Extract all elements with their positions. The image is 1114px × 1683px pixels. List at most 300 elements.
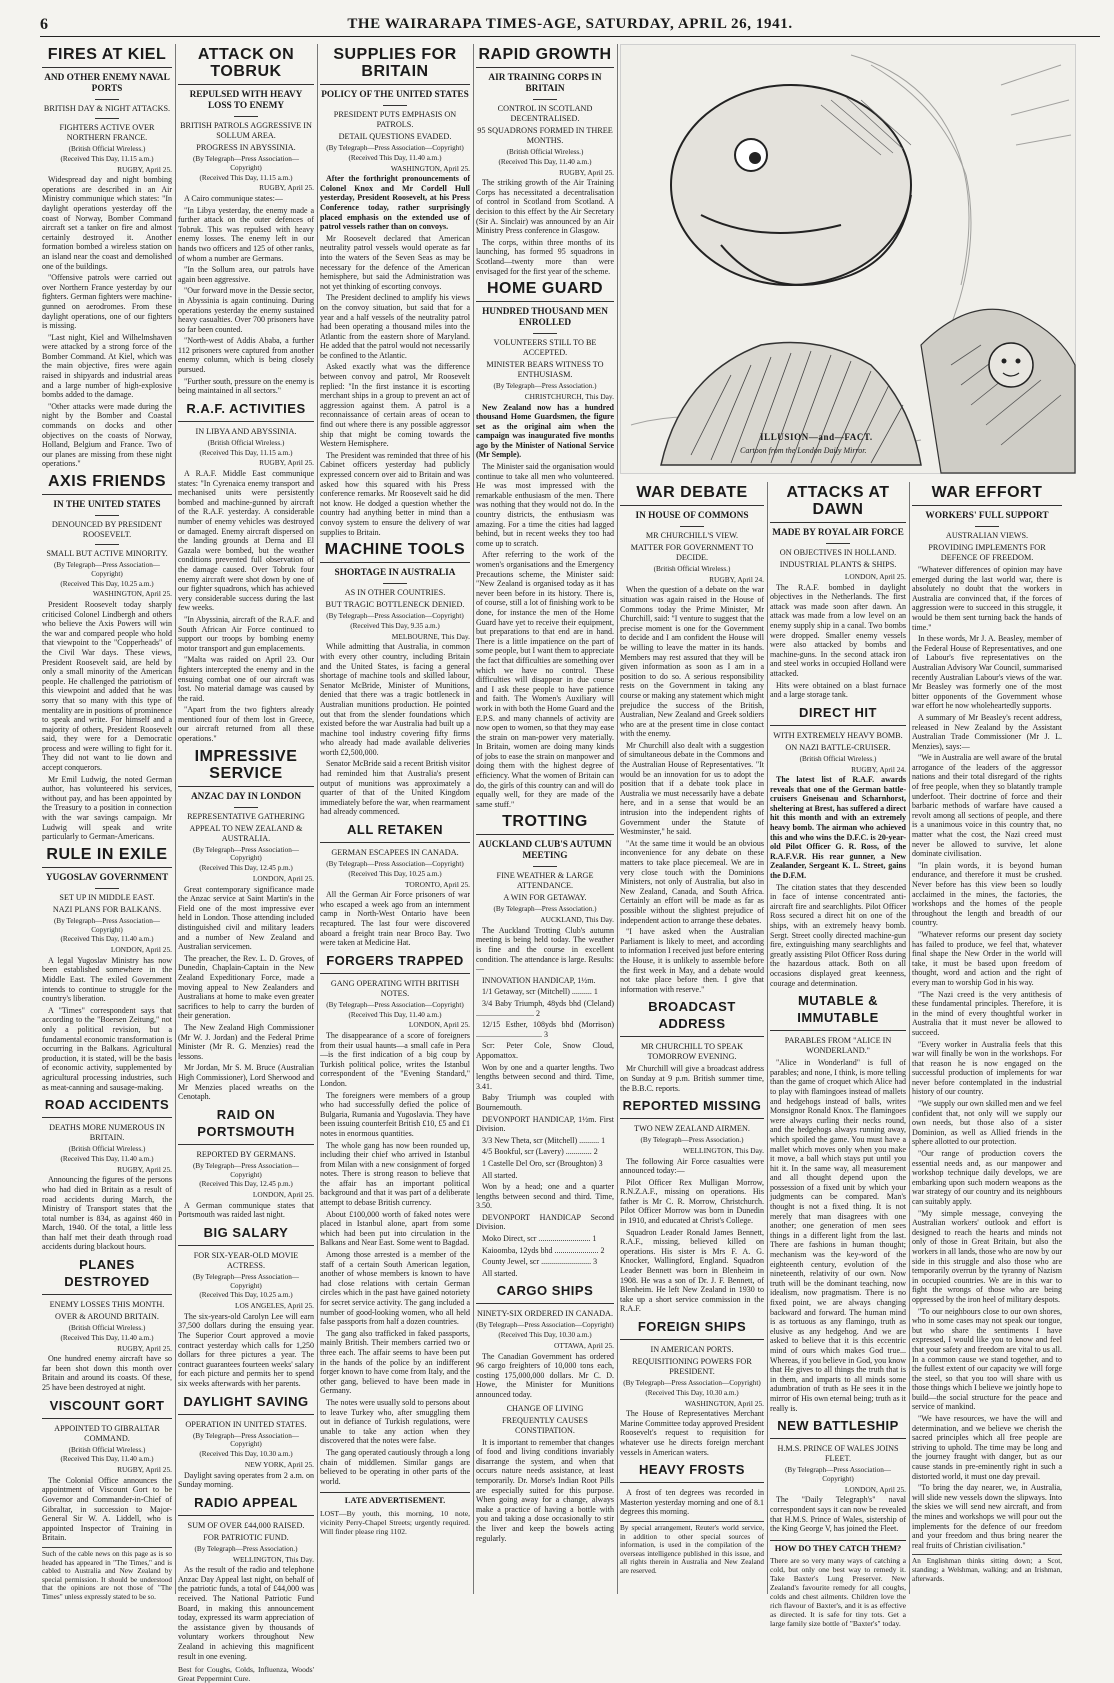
subhead: DEATHS MORE NUMEROUS IN BRITAIN. xyxy=(49,1123,165,1143)
body-paragraph: After referring to the work of the women's organisations and the Emergency Precautions scheme, the Minister said: "New Zealand is organised today as it has never been before in its history. There is, of course, still a lot of finishing work to be done, for instance the men of the Home Guard have yet to receive their equipment, but preparations to that end are in hand. There is a little impatience on the part of some people, but I want them to appreciate the fact that difficulties are something over which we have no control. These difficulties will disappear in due course and I ask these people to have patience and faith. The Women's Auxiliary will work in with both the Home Guard and the E.P.S. and many channels of activity are now open to women, so that they may ease the strain on man-power very materially. In Britain, women are doing many kinds of jobs to ease the strain on manpower and doing them with the highest degree of efficiency. What the women of Britain can do, the girls of this country can and will do equally well, for they are made of the same stuff." xyxy=(476,550,614,809)
body-paragraph: Mr Churchill also dealt with a suggestion of simultaneous debate in the Commons and the Australian House of Representatives. "It would be an innovation for us to adopt the position that if a debate took place in Australia we must necessarily have a debate here, and in a sense that would be an intrusion into the independent rights of Government under the Statute of Westminster," he said. xyxy=(620,740,764,837)
newspaper-title: THE WAIRARAPA TIMES-AGE, SATURDAY, APRIL 26, 1941. xyxy=(347,16,793,32)
headline: ATTACKS AT DAWN xyxy=(770,484,906,523)
story-mutable-immutable xyxy=(770,992,906,1413)
body-paragraph: "Offensive patrols were carried out over Northern France yesterday by our fighters. German fighters were machine-gunned on aerodromes. From these daylight operations, one of our fighters is missing. xyxy=(42,273,172,331)
race-line: Won by one and a quarter lengths. Two lengths between second and third. Time, 3.41. xyxy=(476,1062,614,1091)
story-raf-activities xyxy=(178,400,314,744)
body-paragraph: "Whatever reforms our present day society has failed to produce, we feel that, whatever final shape the New Order in the world will take, it must be based upon freedom of thought, word and action and the right of every man to worship God in his way. xyxy=(912,929,1062,987)
body-paragraph: "In Libya yesterday, the enemy made a further attack on the outer defences of Tobruk. This was repulsed with heavy enemy losses. The enemy left in our hands two officers and 125 of other ranks, of whom a number are Germans. xyxy=(178,205,314,263)
subhead: REPORTED BY GERMANS. xyxy=(196,1149,296,1159)
body-paragraph: The House of Representatives Merchant Marine Committee today approved President Roosevelt's request to requisition for whatever use he directs foreign merchant vessels in American waters. xyxy=(620,1409,764,1457)
race-line: 4/5 Bookful, scr (Lavery) ............. 2 xyxy=(482,1147,598,1157)
subhead: ANZAC DAY IN LONDON xyxy=(190,791,302,802)
subhead: MADE BY ROYAL AIR FORCE xyxy=(772,528,904,538)
subhead: PARABLES FROM "ALICE IN WONDERLAND." xyxy=(784,1036,892,1056)
body-paragraph: Asked exactly what was the difference between convoy and patrol, Mr Roosevelt replied: "In the first instance it is escorting merchant ships in a group to prevent an act of aggression against them. A patrol is a reconnaissance of certain areas of ocean to find out where there is any possible aggressor ship that might be coming towards the Western Hemisphere. xyxy=(320,362,470,449)
source-line: (British Official Wireless.) xyxy=(68,1145,146,1154)
headline: WAR DEBATE xyxy=(620,484,764,506)
column-rule xyxy=(617,44,618,1594)
subhead: REQUISITIONING POWERS FOR PRESIDENT. xyxy=(632,1357,752,1376)
story-raid-on-portsmouth xyxy=(178,1106,314,1220)
received-line: (Received This Day, 12.45 p.m.) xyxy=(199,1180,293,1189)
dateline: LONDON, April 25. xyxy=(110,945,172,955)
body-paragraph: Announcing the figures of the persons who had died in Britain as a result of road accidents during March, the Ministry of Transport states that the total number is 834, as against 460 in March, 1940. Of the total, a little less than half met their death through road accidents during blackout hours. xyxy=(42,1175,172,1252)
race-line: 1/1 Getaway, scr (Mitchell) .......... 1 xyxy=(482,987,598,997)
divider xyxy=(95,544,119,545)
body-paragraph: A R.A.F. Middle East communique states: "In Cyrenaica enemy transport and mechanised units were persistently bombed and machine-gunned by aircraft of the R.A.F. yesterday. A considerable number of enemy vehicles was destroyed or damaged. Enemy aircraft dispersed on the landing grounds at Derna and El Gazala were bombed, but the weather conditions prevented full observation of the damage caused. Over Tobruk four enemy aircraft were shot down by one of our fighter squadrons, which has achieved very considerable success during the last few weeks. xyxy=(178,469,314,613)
story-foreign-ships xyxy=(620,1318,764,1457)
dateline: LONDON, April 25. xyxy=(844,572,906,581)
body-paragraph: Among those arrested is a member of the staff of a certain South American legation, another of whose members is known to have had close relations with certain German circles which in the past have gained notoriety for secret service activity. The gang included a number of good-looking women, who all held false passports from half a dozen countries. xyxy=(320,1250,470,1327)
column-1 xyxy=(42,44,172,1601)
source-line: (By Telegraph—Press Association—Copyright) xyxy=(54,916,160,934)
body-paragraph: "Last night, Kiel and Wilhelmshaven were attacked by a strong force of the Bomber Command. At Kiel, which was the main objective, fires were again raised in shipyards and industrial areas and a large number of high-explosive bombs added to the damage. xyxy=(42,332,172,400)
dateline: RUGBY, April 24. xyxy=(851,764,906,774)
body-paragraph: Mr Emil Ludwig, the noted German author, has volunteered his services, without pay, and has been appointed by the Treasury to a position in connection with the war savings campaign. Mr Ludwig will speak and write particularly to German-Americans. xyxy=(42,774,172,842)
subhead: ON NAZI BATTLE-CRUISER. xyxy=(785,742,891,752)
subhead: PRESIDENT PUTS EMPHASIS ON PATROLS. xyxy=(333,110,457,129)
story-radio-appeal xyxy=(178,1494,314,1661)
story-axis-friends xyxy=(42,473,172,842)
body-paragraph: "Our range of production covers the essential needs and, as our manpower and workshop technique daily develops, we are embarking upon such modern weapons as the war strategy of our country and its neighbours can suitably apply. xyxy=(912,1149,1062,1206)
divider xyxy=(826,543,850,544)
body-paragraph: "Whatever differences of opinion may have emerged during the last world war, there is absolutely no doubt that the workers in Australia are convinced that, if the forces of aggression were to succeed in this struggle, it would be them sent turning back the hands of time." xyxy=(912,565,1062,632)
dateline: RUGBY, April 25. xyxy=(259,183,314,193)
subhead: AS IN OTHER COUNTRIES. xyxy=(344,588,446,598)
headline: ALL RETAKEN xyxy=(320,821,470,843)
body-paragraph: A Cairo communique states:— xyxy=(184,193,283,203)
source-line: (By Telegraph—Press Association.) xyxy=(640,1136,744,1145)
body-paragraph: Great contemporary significance made the Anzac service at Saint Martin's in the Field one of the most impressive ever held in London. Those attending included distinguished civil and military leaders and a number of New Zealand and Australian servicemen. xyxy=(178,884,314,952)
received-line: (Received This Day, 10.25 a.m.) xyxy=(60,579,154,588)
source-line: (By Telegraph—Press Association—Copyright) xyxy=(785,1466,891,1483)
source-line: (British Official Wireless.) xyxy=(799,754,877,763)
body-paragraph: A German communique states that Portsmouth was raided last night. xyxy=(178,1200,314,1220)
subhead: SUM OF OVER £44,000 RAISED. xyxy=(187,1520,305,1530)
body-paragraph: Mr Churchill will give a broadcast address on Sunday at 9 p.m. British summer time, the B.B.C. reports. xyxy=(620,1064,764,1093)
story-cargo-ships xyxy=(476,1282,614,1399)
dateline: RUGBY, April 25. xyxy=(117,164,172,174)
late-advertisement: LOST—By youth, this morning, 10 note, vicinity Perry-Chapel Streets; urgently required. Will finder please ring 1102. xyxy=(320,1508,470,1536)
body-paragraph: The disappearance of a score of foreigners from their usual haunts—a small cafe in Pera—is the first indication of a big coup by Turkish political police, writes the Istanbul correspondent of the "Evening Standard," London. xyxy=(320,1030,470,1088)
body-paragraph: The citation states that they descended in face of intense concentrated anti-aircraft fire and searchlights. Pilot Officer Ross secured a direct hit on one of the ships, with an extremely heavy bomb. Sergt. Street coolly directed machine-gun fire, extinguishing many searchlights and greatly assisting Pilot Officer Ross during the hazardous attack. Both on all occasions displayed great keenness, courage and determination. xyxy=(770,882,906,988)
headline: AXIS FRIENDS xyxy=(42,473,172,495)
dateline: WASHINGTON, April 25. xyxy=(92,589,172,599)
source-line: (By Telegraph—Press Association—Copyright) xyxy=(326,612,464,621)
source-line: (British Official Wireless.) xyxy=(207,438,285,447)
body-paragraph: "Alice in Wonderland" is full of parables; and none, I think, is more telling than the game of croquet which Alice had to play with flamingoes instead of mallets and hedgehogs instead of balls, writes Monsignor Ronald Knox. The flamingoes were always curling their necks round, and the hedgehogs always running away, which spoiled the game. You must have a mallet which moves only when you make it move, a ball which stays put until you hit it. In the same way, all measurement and all thought depend upon the possession of a fixed unit by which your judgments can be compared. Man's thought is not a fixed thing. It is not merely that man disagrees with one another; one generation of men sees things in a different light from the last. There are fashions in human thought; mechanism was the key-word of the eighteenth century, evolution of the nineteenth, relativity of our own. Now truth will be the dominant teaching, now idealism, now pragmatism. There is no fixed point, we are always changing backward and forward. The human mind is as tortuous as any flamingo, truth as elusive as any hedgehog. And we are asked to believe that it is this eccentric mind of ours which makes God true... Whereas, if you believe in God, you know that He gives to all things the truth that is in them, and imparts to all minds some adumbration of truth as He sees it in the mirror of His own eternal being; truth as it really is. xyxy=(770,1058,906,1413)
race-line: INNOVATION HANDICAP, 1½m. xyxy=(482,975,596,985)
story-trotting xyxy=(476,813,614,1278)
subhead: MINISTER BEARS WITNESS TO ENTHUSIASM. xyxy=(486,360,604,380)
subhead: H.M.S. PRINCE OF WALES JOINS FLEET. xyxy=(777,1444,899,1464)
subhead: SET UP IN MIDDLE EAST. xyxy=(59,892,155,902)
body-paragraph: The gang also trafficked in faked passports, mainly British. Their members carried two or three each. The affair seems to have been put in the hands of the police by an indifferent forger known to have come from Italy, and the other gang, believed to have been made in Germany. xyxy=(320,1328,470,1396)
body-paragraph: The following Air Force casualties were announced today:— xyxy=(620,1156,764,1176)
body-paragraph: The R.A.F. bombed in daylight objectives in the Netherlands. The first attack was made soon after dawn. An attack was made from a low level on an enemy supply ship in a canal. Two bombs were dropped. Smaller enemy vessels were also attacked by bombs and machine-guns. In the second attack iron and steel works in occupied Holland were attacked. xyxy=(770,582,906,678)
headline: CARGO SHIPS xyxy=(476,1282,614,1304)
body-paragraph: The Auckland Trotting Club's autumn meeting is being held today. The weather is fine and the course in excellent condition. The attendance is large. Results:— xyxy=(476,925,614,974)
body-paragraph: A summary of Mr Beasley's recent address, released in New Zealand by the Assistant Australian Trade Commissioner (Mr J. L. Menzies), says:— xyxy=(912,712,1062,751)
body-paragraph: The Colonial Office announces the appointment of Viscount Gort to be Governor and Commander-in-Chief of Gibraltar, in succession to Major-General Sir W. A. Liddell, who is appointed Inspector of Training in Britain. xyxy=(42,1475,172,1543)
headline: FOREIGN SHIPS xyxy=(620,1318,764,1340)
subhead: ON OBJECTIVES IN HOLLAND. xyxy=(779,548,897,557)
dateline: TORONTO, April 25. xyxy=(404,879,470,889)
race-line: All started. xyxy=(482,1170,518,1180)
headline: REPORTED MISSING xyxy=(620,1097,764,1119)
race-line: 1 Castelle Del Oro, scr (Broughton) 3 xyxy=(482,1158,603,1168)
body-paragraph: Hits were obtained on a blast furnace and a large storage tank. xyxy=(770,680,906,700)
race-line: 3/3 New Theta, scr (Mitchell) .......... 1 xyxy=(482,1135,606,1145)
race-line: 3/4 Baby Triumph, 48yds bhd (Cleland) ............................. 2 xyxy=(476,999,614,1018)
column-rule xyxy=(767,482,768,1594)
body-paragraph: A frost of ten degrees was recorded in Masterton yesterday morning and one of 8.1 degrees this morning. xyxy=(620,1488,764,1517)
dateline: RUGBY, April 25. xyxy=(117,1465,172,1475)
story-planes-destroyed xyxy=(42,1256,172,1393)
story-rule-in-exile xyxy=(42,846,172,1092)
dateline: WASHINGTON, April 25. xyxy=(684,1398,764,1408)
received-line: (Received This Day, 10.25 a.m.) xyxy=(199,1291,293,1300)
headline: TROTTING xyxy=(476,813,614,835)
headline: SUPPLIES FOR BRITAIN xyxy=(320,46,470,85)
column-6 xyxy=(770,482,906,1629)
headline: ROAD ACCIDENTS xyxy=(42,1096,172,1118)
subhead: PROVIDING IMPLEMENTS FOR DEFENCE OF FREEDOM. xyxy=(928,543,1046,562)
subhead: REPRESENTATIVE GATHERING xyxy=(187,811,305,821)
source-line: (By Telegraph—Press Association—Copyright) xyxy=(193,155,299,172)
body-paragraph: Senator McBride said a recent British visitor had reminded him that Australia's present output of munitions was approximately a quarter of that of the United Kingdom immediately before the war, when rearmament had already commenced. xyxy=(320,759,470,817)
subhead: AUSTRALIAN VIEWS. xyxy=(945,531,1029,540)
subhead: WORKERS' FULL SUPPORT xyxy=(925,511,1049,521)
subhead: GERMAN ESCAPEES IN CANADA. xyxy=(331,848,459,858)
column-rule xyxy=(175,44,176,1594)
body-paragraph: All the German Air Force prisoners of war who escaped a week ago from an internment camp in North-West Ontario have been recaptured. The last four were discovered aboard a freight train near Broco Bay. Two were taken at Medicine Hat. xyxy=(320,890,470,948)
divider xyxy=(680,526,704,527)
received-line: (Received This Day, 11.40 a.m.) xyxy=(60,1154,154,1163)
dateline: AUCKLAND, This Day. xyxy=(540,915,614,925)
body-paragraph: The "Daily Telegraph's" naval correspondent says it can now be revealed that H.M.S. Prince of Wales, sistership of the King George V, has joined the Fleet. xyxy=(770,1495,906,1534)
subhead: FIGHTERS ACTIVE OVER NORTHERN FRANCE. xyxy=(59,123,155,142)
received-line: (Received This Day, 12.45 p.m.) xyxy=(199,864,293,873)
body-paragraph: Widespread day and night bombing operations are described in an Air Ministry communique which states: "In daylight operations yesterday off the coast of Norway, Bomber Command aircraft set a tanker on fire and almost certainly destroyed it. Another formation bombed a wireless station on an island near the coast and demolished one of the buildings. xyxy=(42,175,172,271)
column-7 xyxy=(912,482,1062,1594)
dateline: RUGBY, April 24. xyxy=(709,574,764,584)
race-line: All started. xyxy=(482,1268,518,1278)
body-paragraph: "We supply our own skilled men and we feel confident that, not only will we supply our own needs, but those also of a sister Dominion, as well as Allied friends in the sphere allotted to our protection. xyxy=(912,1099,1062,1147)
dateline: WASHINGTON, April 25. xyxy=(390,163,470,173)
source-line: (British Official Wireless.) xyxy=(68,1324,146,1333)
divider xyxy=(533,333,557,334)
subhead: IN AMERICAN PORTS. xyxy=(650,1345,734,1354)
headline: RADIO APPEAL xyxy=(178,1494,314,1516)
received-line: (Received This Day, 11.40 a.m.) xyxy=(60,1333,154,1342)
subhead: WITH EXTREMELY HEAVY BOMB. xyxy=(773,730,903,740)
divider xyxy=(533,866,557,867)
story-road-accidents xyxy=(42,1096,172,1252)
headline: BIG SALARY xyxy=(178,1224,314,1246)
body-paragraph: While admitting that Australia, in common with every other country, including Britain and the United States, is facing a general shortage of machine tools and skilled labour, Senator McBride, Minister of Munitions, denied that there was a tragic bottleneck in Australian munitions production. He pointed out that from the slender foundations which existed before the war Australia had built up a machine tool industry covering fifty firms who already had made available deliveries worth £2,500,000. xyxy=(320,642,470,757)
subhead: POLICY OF THE UNITED STATES xyxy=(321,90,469,100)
body-paragraph: President Roosevelt today sharply criticised Colonel Lindbergh and others who believe the Axis Powers will win the war and compared people who hold that viewpoint to the "Copperheads" of the Civil War days. These views, President Roosevelt said, are held by only a small minority of the American people. He challenged the patriotism of this viewpoint and added that he was sorry that so many with this type of mentality are in positions of prominence to speak and write. For himself and a majority of others, President Roosevelt said, they were for a Democratic process and were willing to fight for it. They did not want to lie down and accept conquerors. xyxy=(42,599,172,773)
subhead: MR CHURCHILL TO SPEAK TOMORROW EVENING. xyxy=(641,1042,743,1062)
body-paragraph: "North-west of Addis Ababa, a further 112 prisoners were captured from another enemy column, which is being closely pursued. xyxy=(178,336,314,375)
received-line: (Received This Day, 11.40 a.m.) xyxy=(60,935,154,944)
race-line: Moko Direct, scr .......................... 1 xyxy=(482,1234,597,1244)
race-line: Kaioomba, 12yds bhd ...................... 2 xyxy=(482,1245,605,1255)
subhead: NINETY-SIX ORDERED IN CANADA. xyxy=(477,1309,613,1319)
race-line: DEVONPORT HANDICAP Second Division. xyxy=(476,1212,614,1232)
subhead: HUNDRED THOUSAND MEN ENROLLED xyxy=(482,307,608,329)
divider xyxy=(383,583,407,584)
headline: MACHINE TOOLS xyxy=(320,541,470,563)
body-paragraph: One hundred enemy aircraft have so far been shot down this month over Britain and around its coasts. Of these, 25 have been destroyed at night. xyxy=(42,1354,172,1393)
divider xyxy=(234,116,258,117)
received-line: (Received This Day, 10.30 a.m.) xyxy=(199,1450,293,1459)
divider xyxy=(95,888,119,889)
received-line: (Received This Day, 11.15 a.m.) xyxy=(199,173,293,182)
subhead: REPULSED WITH HEAVY LOSS TO ENEMY xyxy=(189,90,303,111)
headline: PLANES DESTROYED xyxy=(42,1256,172,1295)
headline: DIRECT HIT xyxy=(770,704,906,726)
column-rule xyxy=(909,482,910,1594)
body-paragraph: "We in Australia are well aware of the brutal arrogance of the leaders of the aggressor nations and their total disregard of the rights of free people, when they so blatantly trample underfoot. Their doctrine of force and their barbaric methods of warfare have caused a revolt among all sections of people, and there is a unanimous voice in this country that, no matter what the cost, the Nazi creed must never be allowed to survive, let alone dominate civilisation. xyxy=(912,753,1062,859)
subhead: PROGRESS IN ABYSSINIA. xyxy=(196,143,296,152)
story-broadcast-address xyxy=(620,998,764,1093)
column-5 xyxy=(620,482,764,1594)
source-line: (By Telegraph—Press Association—Copyright) xyxy=(193,845,299,863)
story-home-guard xyxy=(476,280,614,809)
masthead xyxy=(40,10,1100,37)
dateline: RUGBY, April 25. xyxy=(559,167,614,177)
body-paragraph: "Our forward move in the Dessie sector, in Abyssinia is again continuing. During operations yesterday the enemy sustained heavy casualties. Over 700 prisoners have so far been counted. xyxy=(178,286,314,334)
divider xyxy=(975,526,999,527)
body-paragraph: "I have asked when the Australian Parliament is likely to meet, and according to information I received just before entering the House, it is unlikely to assemble before the first week in May, and a debate would not take place before then. I give that information with reserve." xyxy=(620,927,764,994)
source-line: (By Telegraph—Press Association—Copyright) xyxy=(193,1431,299,1449)
subhead: AND OTHER ENEMY NAVAL PORTS xyxy=(44,73,170,94)
body-paragraph: "In Abyssinia, aircraft of the R.A.F. and South African Air Force continued to support our troops by bombing enemy motor transport and gun emplacements. xyxy=(178,614,314,653)
story-change-of-living xyxy=(476,1404,614,1544)
divider xyxy=(95,99,119,100)
body-paragraph: A "Times" correspondent says that according to the "Boersen Zeitung," not only a political revision, but a fundamental economic transformation is occurring in the Balkans. Agricultural production, it is stated, will be the basis of economic activity, supplemented by agricultural processing industries, such as meat-canning and sausage-making. xyxy=(42,1005,172,1092)
race-line: DEVONPORT HANDICAP, 1½m. First Division. xyxy=(476,1114,614,1134)
source-line: (By Telegraph—Press Association.) xyxy=(493,905,597,914)
subhead: 95 SQUADRONS FORMED IN THREE MONTHS. xyxy=(477,126,613,145)
headline: HEAVY FROSTS xyxy=(620,1461,764,1483)
subhead: DETAIL QUESTIONS EVADED. xyxy=(338,132,452,141)
subhead: A WIN FOR GETAWAY. xyxy=(503,893,587,903)
body-paragraph: "To our neighbours close to our own shores, who in some cases may not speak our tongue, but who share the sentiments I have expressed, I would like you to know and feel that your safety and freedom are vital to us all. In a common cause we stand together, and to the fullest extent of our capacity we will forge the steel, so that you too will share with us those things which I believe we jointly hope to build—the social structure for the peace and service of mankind. xyxy=(912,1306,1062,1412)
headline: WAR EFFORT xyxy=(912,484,1062,506)
headline: IMPRESSIVE SERVICE xyxy=(178,748,314,787)
story-war-effort xyxy=(912,484,1062,1583)
body-paragraph: It is important to remember that changes of food and living conditions invariably disarrange the system, and when that occurs nature needs assistance, at least temporarily. Dr. Morse's Indian Root Pills are especially suited for this purpose. When going away for a change, always make a practice of having a bottle with you and taking a dose occasionally to stir the liver and keep the bowels acting regularly. xyxy=(476,1437,614,1543)
cartoon-caption: ILLUSION—and—FACT. xyxy=(760,432,873,442)
story-big-salary xyxy=(178,1224,314,1389)
body-paragraph: "Further south, pressure on the enemy is being maintained in all sectors." xyxy=(178,376,314,396)
body-paragraph: "We have resources, we have the will and determination, and we believe we cherish the sacred principles which all free people are striving to uphold. The time may be long and the journey fraught with danger, but as our cause stands in pre-eminently right in such a distorted world, it must one day prevail. xyxy=(912,1414,1062,1481)
dateline: NEW YORK, April 25. xyxy=(244,1460,314,1470)
column-4 xyxy=(476,44,614,1594)
headline: DAYLIGHT SAVING xyxy=(178,1393,314,1415)
dateline: CHRISTCHURCH, This Day. xyxy=(524,391,614,401)
lead-paragraph: New Zealand now has a hundred thousand Home Guardsmen, the figure set as the original aim when the campaign was inaugurated five months ago by the Minister of National Service (Mr Semple). xyxy=(476,402,614,460)
body-paragraph: The foreigners were members of a group who had successfully defied the police of Bulgaria, Rumania and Yugoslavia. They have been issuing counterfeit British £10, £5 and £1 notes in enormous quantities. xyxy=(320,1090,470,1138)
source-line: (By Telegraph—Press Association—Copyright) xyxy=(54,561,160,578)
dateline: WELLINGTON, This Day. xyxy=(683,1145,764,1155)
story-direct-hit xyxy=(770,704,906,988)
column-rule xyxy=(473,44,474,1594)
filler-joke: An Englishman thinks sitting down; a Scot, standing; a Welshman, walking; and an Irishman, afterwards. xyxy=(912,1554,1062,1583)
source-line: (By Telegraph—Press Association—Copyright) xyxy=(326,144,464,152)
source-line: (British Official Wireless.) xyxy=(653,565,731,573)
subhead: FREQUENTLY CAUSES CONSTIPATION. xyxy=(502,1415,588,1435)
dateline: LONDON, April 25. xyxy=(252,1190,314,1200)
divider xyxy=(234,807,258,808)
received-line: (Received This Day, 9.35 a.m.) xyxy=(350,621,440,630)
body-paragraph: "In plain words, it is beyond human endurance, and therefore it must be crushed. Never before has this view been so loudly acclaimed in the mines, the factories, the workshops and the homes of the people throughout the length and breadth of our country. xyxy=(912,860,1062,928)
subhead: FINE WEATHER & LARGE ATTENDANCE. xyxy=(496,871,594,891)
body-paragraph: The striking growth of the Air Training Corps has necessitated a decentralisation of control in Scotland from Scotland. A decision to this effect by the Air Secretary (Sir A. Sinclair) was announced by an Air Ministry Press conference in Glasgow. xyxy=(476,178,614,236)
race-line: Scr: Peter Cole, Snow Cloud, Appomattox. xyxy=(476,1041,614,1060)
subhead: CONTROL IN SCOTLAND DECENTRALISED. xyxy=(497,104,593,123)
lead-paragraph: After the forthright pronouncements of Colonel Knox and Mr Cordell Hull yesterday, President Roosevelt, at his Press Conference today, rather surprisingly placed emphasis on the extended use of patrol vessels rather than on convoys. xyxy=(320,174,470,232)
story-viscount-gort xyxy=(42,1397,172,1543)
dateline: RUGBY, April 25. xyxy=(117,1164,172,1174)
subhead: OVER & AROUND BRITAIN. xyxy=(55,1312,159,1322)
headline: RAPID GROWTH xyxy=(476,46,614,68)
subhead: INDUSTRIAL PLANTS & SHIPS. xyxy=(779,560,897,569)
subhead: CHANGE OF LIVING xyxy=(506,1403,584,1413)
divider xyxy=(383,105,407,106)
story-attack-on-tobruk xyxy=(178,46,314,396)
race-line: Baby Triumph was coupled with Bournemouth. xyxy=(476,1093,614,1112)
subhead: SHORTAGE IN AUSTRALIA xyxy=(334,568,456,579)
footnote: Such of the cable news on this page as is so headed has appeared in "The Times," and is cabled to Australia and New Zealand by special permission. It should be understood that the opinions are not those of "The Times" unless expressly stated to be so. xyxy=(42,1547,172,1602)
story-machine-tools xyxy=(320,541,470,817)
body-paragraph: The notes were usually sold to persons about to leave Turkey who, after smuggling them out in defiance of Turkish regulations, were unable to take any action when they discovered that the notes were false. xyxy=(320,1397,470,1446)
dateline: MELBOURNE, This Day. xyxy=(391,631,470,641)
subhead: IN HOUSE OF COMMONS xyxy=(635,511,749,521)
column-2 xyxy=(178,44,314,1683)
subhead: TWO NEW ZEALAND AIRMEN. xyxy=(634,1124,750,1134)
received-line: (Received This Day, 10.25 a.m.) xyxy=(348,869,442,878)
column-rule xyxy=(317,44,318,1594)
source-line: (By Telegraph—Press Association—Copyright) xyxy=(193,1272,299,1290)
lead-paragraph: The latest list of R.A.F. awards reveals that one of the German battle-cruisers Gneisenau and Scharnhorst, sheltering at Brest, has suffered a direct hit this month and with an extremely heavy bomb. The airman who achieved this and who wins the D.F.C. is 20-year-old Pilot Officer G. R. Ross, of the R.A.F.V.R. His rear gunner, a New Zealander, Sergeant K. L. Street, gains the D.F.M. xyxy=(770,775,906,881)
subhead: BRITISH DAY & NIGHT ATTACKS. xyxy=(43,104,171,113)
headline: MUTABLE & IMMUTABLE xyxy=(770,992,906,1031)
cartoon-illustration xyxy=(620,44,1076,474)
dateline: LONDON, April 25. xyxy=(844,1484,906,1494)
headline: FORGERS TRAPPED xyxy=(320,952,470,974)
subhead: BRITISH PATROLS AGGRESSIVE IN SOLLUM AREA. xyxy=(180,121,312,140)
story-daylight-saving xyxy=(178,1393,314,1490)
body-paragraph: About £100,000 worth of faked notes were placed in Istanbul alone, apart from some which had been put into circulation in the Balkans and Near East. Some went to Bagdad. xyxy=(320,1209,470,1248)
body-paragraph: The corps, within three months of its launching, has formed 95 squadrons in Scotland—twenty more than were envisaged for the first year of the scheme. xyxy=(476,237,614,276)
divider xyxy=(95,118,119,119)
source-line: (By Telegraph—Press Association—Copyright) xyxy=(476,1321,614,1330)
body-paragraph: A legal Yugoslav Ministry has now been established somewhere in the Middle East. The exiled Government intends to continue to struggle for the country's liberation. xyxy=(42,955,172,1004)
advertisement: Best for Coughs, Colds, Influenza, Woods' Great Peppermint Cure. xyxy=(178,1665,314,1683)
subhead: DENOUNCED BY PRESIDENT ROOSEVELT. xyxy=(51,520,163,539)
dateline: LOS ANGELES, April 25. xyxy=(234,1301,314,1311)
subhead: SMALL BUT ACTIVE MINORITY. xyxy=(46,549,168,558)
story-war-debate xyxy=(620,484,764,994)
received-line: (Received This Day, 11.40 a.m.) xyxy=(348,153,442,162)
subhead: APPOINTED TO GIBRALTAR COMMAND. xyxy=(54,1423,160,1443)
body-paragraph: "My simple message, conveying the Australian workers' outlook and effort is designed to reach the hearts and minds not only of those in Great Britain, but also the workers in all lands, those who are now by our side in this struggle and also those who are temporarily overrun by the tyranny of Nazism in occupied countries. We are in this war to fight the wrongs of those who are being oppressed by the iron heel of military despots. xyxy=(912,1208,1062,1304)
body-paragraph: Pilot Officer Rex Mulligan Morrow, R.N.Z.A.F., missing on operations. His father is Mr C. R. Morrow, Christchurch. Pilot Officer Morrow was born in Dunedin in 1910, and educated at Christ's College. xyxy=(620,1177,764,1226)
subhead: IN LIBYA AND ABYSSINIA. xyxy=(195,426,297,436)
received-line: (Received This Day, 11.15 a.m.) xyxy=(60,154,154,163)
subhead: MATTER FOR GOVERNMENT TO DECIDE. xyxy=(630,543,754,562)
received-line: (Received This Day, 10.30 a.m.) xyxy=(498,1331,592,1340)
subhead: AUCKLAND CLUB'S AUTUMN MEETING xyxy=(478,840,612,862)
received-line: (Received This Day, 11.40 a.m.) xyxy=(60,1455,154,1464)
cartoon-credit: Cartoon from the London Daily Mirror. xyxy=(740,446,867,455)
subhead: FOR SIX-YEAR-OLD MOVIE ACTRESS. xyxy=(193,1250,299,1270)
subhead: BUT TRAGIC BOTTLENECK DENIED. xyxy=(325,600,465,610)
reuter-notice: By special arrangement, Reuter's world service, in addition to other special sources of information, is used in the compilation of the overseas intelligence published in this issue, and all rights therein in Australia and New Zealand are reserved. xyxy=(620,1521,764,1576)
subhead: GANG OPERATING WITH BRITISH NOTES. xyxy=(330,978,460,998)
received-line: (Received This Day, 11.40 a.m.) xyxy=(498,157,592,166)
divider xyxy=(95,515,119,516)
body-paragraph: "Malta was raided on April 23. Our fighters intercepted the enemy and in the ensuing combat one of our aircraft was lost. No material damage was caused by the raid. xyxy=(178,655,314,703)
body-paragraph: Mr Roosevelt declared that American neutrality patrol vessels would operate as far into the waters of the Seven Seas as may be necessary for the defence of the American hemisphere, but said the Administration was not yet thinking of escorting convoys. xyxy=(320,233,470,291)
story-heavy-frosts xyxy=(620,1461,764,1575)
late-advertisement-heading: LATE ADVERTISEMENT. xyxy=(320,1492,470,1506)
received-line: (Received This Day, 10.30 a.m.) xyxy=(645,1388,739,1397)
received-line: (Received This Day, 11.15 a.m.) xyxy=(199,448,293,457)
body-paragraph: "Other attacks were made during the night by the Bomber and Coastal commands on docks and other objectives on the coasts of Norway, Holland, Belgium and France. Two of our planes are missing from these night operations." xyxy=(42,401,172,469)
advertisement-heading: HOW DO THEY CATCH THEM? xyxy=(770,1540,906,1554)
divider xyxy=(533,99,557,100)
body-paragraph: The gang operated cautiously through a long chain of middlemen. Similar gangs are believed to be operating in other parts of the world. xyxy=(320,1447,470,1486)
story-reported-missing xyxy=(620,1097,764,1314)
page-number: 6 xyxy=(40,16,48,33)
race-line: County Jewel, scr ......................... 3 xyxy=(482,1257,598,1267)
story-attacks-at-dawn xyxy=(770,484,906,700)
story-new-battleship xyxy=(770,1417,906,1534)
body-paragraph: The six-years-old Carolyn Lee will earn 37,500 dollars during the ensuing year. The Superior Court approved a movie contract yesterday which calls for 1,250 dollars for three pictures a year. The contract guarantees fourteen weeks' salary for each picture and permits her to spend six weeks afterwards with her parents. xyxy=(178,1311,314,1389)
body-paragraph: When the question of a debate on the war situation was again raised in the House of Commons today the Prime Minister, Mr Churchill, said: "I venture to suggest that the precise moment is one for the Government to decide and I am confident the House will be willing to leave the matter in its hands. Members may rest assured that they will be given information as soon as I am in a position to do so. A serious responsibility rests on the Government in taking any course or making any statement which might prejudice the success of the British, Australian, New Zealand and Greek soldiers who are at the present time in close contact with the enemy. xyxy=(620,585,764,739)
subhead: OPERATION IN UNITED STATES. xyxy=(185,1419,307,1429)
story-supplies-for-britain xyxy=(320,46,470,537)
body-paragraph: "In the Sollum area, our patrols have again been aggressive. xyxy=(178,265,314,284)
cartoon-drawing xyxy=(621,45,1075,473)
source-line: (British Official Wireless.) xyxy=(68,145,146,153)
source-line: (By Telegraph—Press Association—Copyright) xyxy=(326,860,464,869)
body-paragraph: Squadron Leader Ronald James Bennett, R.A.F., missing, believed killed on operations. His sister is Mrs F. A. G. Knocker, Wallingford, England. Squadron Leader Bennett was born in Blenheim in 1908. He was a son of Dr. J. F. Bennett, of Blenheim. He left New Zealand in 1930 to take up a short service commission in the R.A.F. xyxy=(620,1227,764,1314)
body-paragraph: In these words, Mr J. A. Beasley, member of the Federal House of Representatives, and one of Labour's five representatives on the Australian Advisory War Council, summarised recently Australian Labour's views of the war. Mr Beasley was formerly one of the most bitter opponents of the Government whose war effort he now wholeheartedly supports. xyxy=(912,634,1062,711)
subhead: ENEMY LOSSES THIS MONTH. xyxy=(49,1300,165,1310)
subhead: FOR PATRIOTIC FUND. xyxy=(203,1532,289,1542)
source-line: (British Official Wireless.) xyxy=(506,148,584,156)
subhead: APPEAL TO NEW ZEALAND & AUSTRALIA. xyxy=(189,823,303,843)
subhead: VOLUNTEERS STILL TO BE ACCEPTED. xyxy=(493,338,597,358)
headline: ATTACK ON TOBRUK xyxy=(178,46,314,85)
dateline: RUGBY, April 25. xyxy=(117,1343,172,1353)
story-rapid-growth xyxy=(476,46,614,276)
story-impressive-service xyxy=(178,748,314,1102)
body-paragraph: The Canadian Government has ordered 96 cargo freighters of 10,000 tons each, costing 175,000,000 dollars. Mr C. D. Howe, the Minister for Munitions announced today. xyxy=(476,1351,614,1399)
race-line: 12/15 Esther, 108yds bhd (Morrison) ................................. 3 xyxy=(476,1020,614,1039)
body-paragraph: As the result of the radio and telephone Anzac Day Appeal last night, on behalf of the patriotic funds, a total of £44,000 was received. The National Patriotic Fund Board, in making this announcement today, expressed its warm appreciation of the assistance given by thousands of voluntary workers throughout New Zealand in achieving this magnificent result in one evening. xyxy=(178,1565,314,1661)
body-paragraph: "To bring the day nearer, we, in Australia, will slide new vessels down the slipways. Into the skies we will send new aircraft, and from the mines and workshops we will pour out the implements for the defence of our freedom and your freedom and thus bring nearer the real fruits of Christian civilisation." xyxy=(912,1483,1062,1550)
headline: RAID ON PORTSMOUTH xyxy=(178,1106,314,1145)
subhead: IN THE UNITED STATES xyxy=(53,500,161,510)
